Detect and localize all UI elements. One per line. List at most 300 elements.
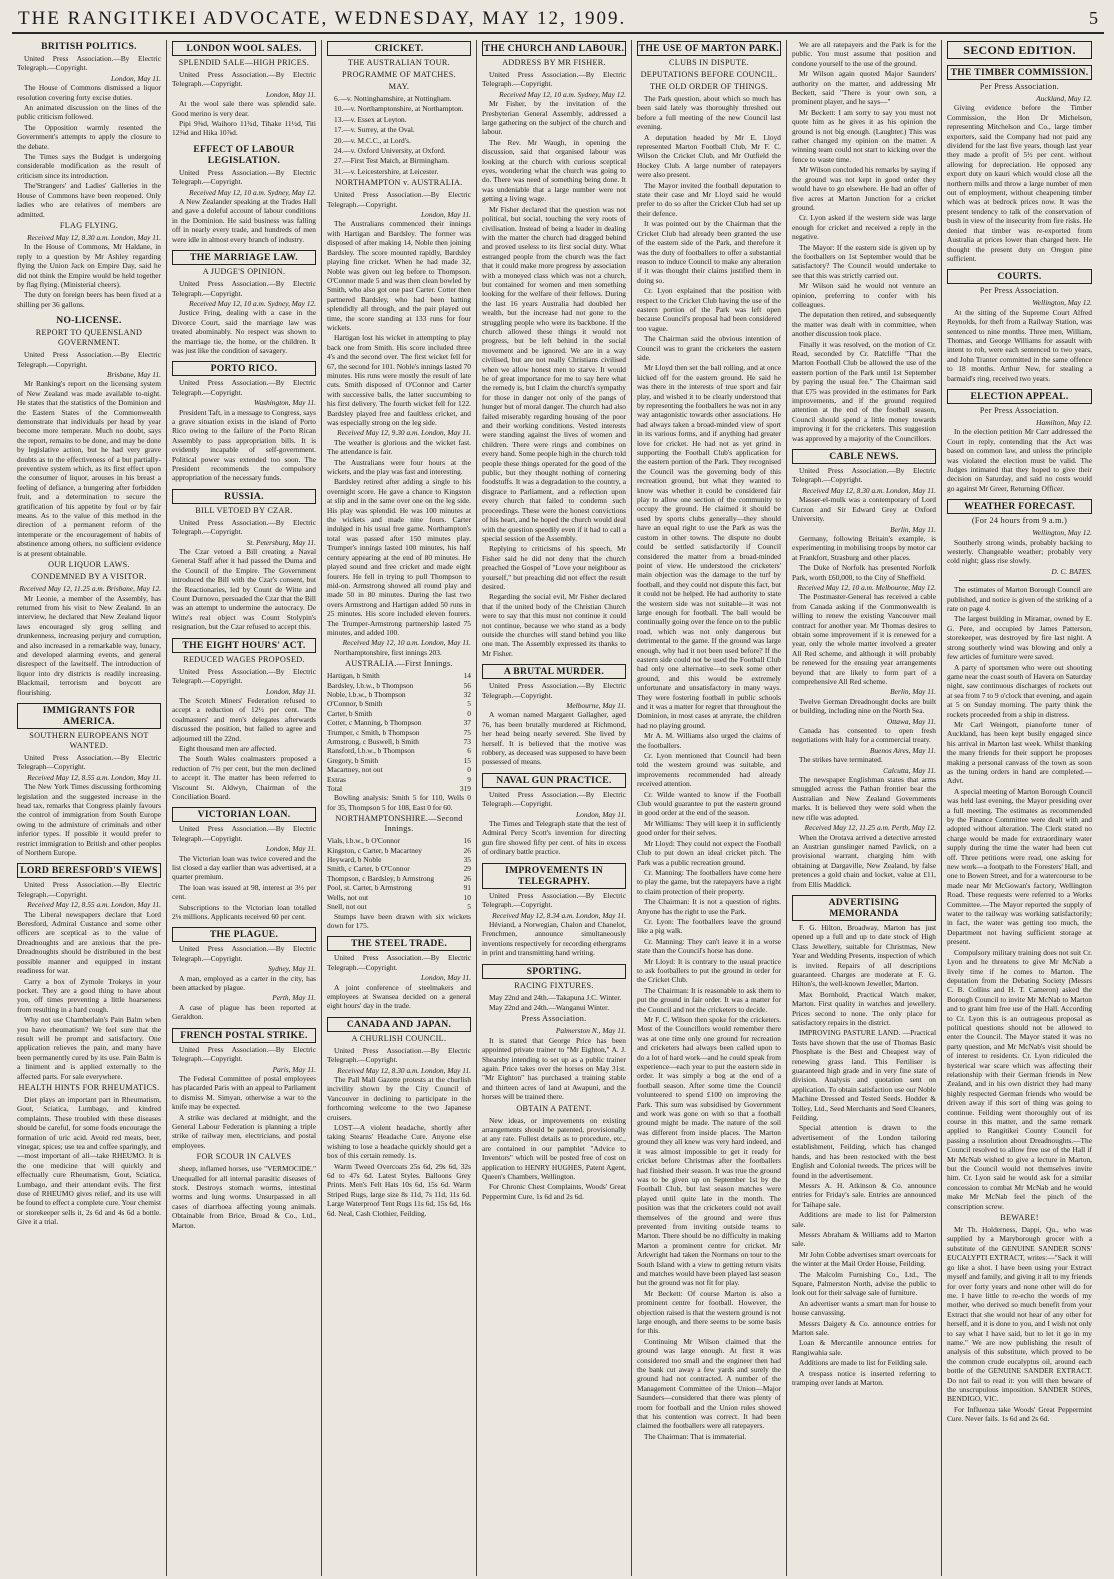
scorecard-row <box>327 836 471 845</box>
article-subheading: A JUDGE'S OPINION. <box>202 267 286 277</box>
batsman-name: Trumper, c Smith, b Thompson <box>327 727 420 737</box>
article-headline: SECOND EDITION. <box>947 41 1092 59</box>
article-paragraph: United Press Association.—By Electric Telegraph.—Copyright. <box>482 890 626 910</box>
article-paragraph: The New York Times discussing forthcoming legislation and the suggested increase in the head tax, remarks that Congress plainly favours the control of immigration from South Europe owing to the admixture of criminals and other inferior types. If possible it would prefer to restrict immigration to British and other peoples of Northern Europe. <box>17 782 161 858</box>
article-paragraph: The Duke of Norfolk has presented Norfolk Park, worth £60,000, to the City of Sheffield. <box>792 563 936 582</box>
scorecard-row <box>327 864 471 873</box>
article-headline: THE MARRIAGE LAW. <box>172 250 316 265</box>
article-paragraph: We are all ratepayers and the Park is for the public. You must assume that position and condone yourself to the use of the ground. <box>792 40 936 68</box>
article-paragraph: United Press Association.—By Electric Telegraph.—Copyright. <box>172 944 316 963</box>
runs-value: 15 <box>463 755 471 765</box>
article-paragraph: Additions are made to list for Palmerston sale. <box>792 1210 936 1229</box>
column-3 <box>322 40 477 1576</box>
dateline: Received May 12, 10 a.m. London, May 11. <box>342 638 471 648</box>
runs-value: 0 <box>467 765 471 775</box>
article-paragraph: A strike was declared at midnight, and the General Labour Federation is planning a triple strike of railway men, electricians, and postal employees. <box>172 1112 316 1150</box>
article-headline: IMMIGRANTS FOR AMERICA. <box>17 703 161 729</box>
article-paragraph: The weather is glorious and the wicket fast. The attendance is fair. <box>327 437 471 457</box>
article-headline: A BRUTAL MURDER. <box>482 664 626 679</box>
article-subheading: REPORT TO QUEENSLAND GOVERNMENT. <box>35 328 143 348</box>
article-subheading: PROGRAMME OF MATCHES. <box>342 70 456 79</box>
article-paragraph: Cr. Manning: The footballers have come here to play the game, but the ratepayers have a right to claim protection of their property. <box>637 867 781 896</box>
article-paragraph: The Times and Telegraph state that the test of Admiral Percy Scott's invention for directing gun fire showed fifty per cent. of hits in excess of ordinary battle practice. <box>482 819 626 857</box>
dateline: St. Petersburg, May 11. <box>246 537 316 547</box>
article-subheading: ADDRESS BY MR FISHER. <box>502 58 606 67</box>
article-paragraph: Finally it was resolved, on the motion of Cr. Read, seconded by Cr. Ratcliffe "That the Marton Football Club be allowed the use of the eastern portion of the Park until 1st September by paying the usual fee." The Chairman said that £75 was provided in the estimates for Park improvements, and if the ground required attention at the end of the football season, Council should spend a little money towards improving it for the cricketers. This suggestion was approved by a majority of the Councillors. <box>792 339 936 443</box>
article-paragraph: Mr Leonie, a member of the Assembly, has returned from his visit to New Zealand. In an interview, he declared that New Zealand liquor laws encouraged sly grog selling and drunkenness, increasing perjury and corruption, and also increased in a remarkable way, lunacy, and developed alarming events, and general disrespect of the lawitself. The introduction of liquor into dry districts is readily increasing. Blackmail, terrorism and boycott are flourishing. <box>17 593 161 697</box>
article-paragraph: Loan & Mercantile announce entries for Rangiwahia sale. <box>792 1338 936 1357</box>
dateline: Paris, May 11. <box>272 1064 316 1074</box>
article-paragraph: The newspaper Englishman states that arms smuggled across the Pathan frontier bear the Australian and New Zealand Governments marks. It is believed they were sold when the new rifle was adopted. <box>792 775 936 822</box>
article-paragraph: Why not use Chamberlain's Pain Balm when you have rheumatism? We feel sure that the result will be prompt and satisfactory. One application relieves the pain, and many have been permanently cured by its use. Pain Balm is a liniment and is applied externally to the affected parts. For sale everywhere. <box>17 1015 161 1081</box>
batsman-name: Armstrong, c Buswell, b Smith <box>327 737 419 746</box>
article-paragraph: Warm Tweed Overcoats 25s 6d, 29s 6d, 32s 6d to 47s 6d. Latest Styles. Balloons Grey Prints. Men's Felt Hats 10s 6d, 15s 6d. Warm Striped Rugs, large size 8s 11d, 7s 11d, 11s 6d. Large Waterproof Tent Rugs 11s 6d, 15s 6d, 16s 6d. Neal, Cash Clothier, Feilding. <box>327 1161 471 1218</box>
article-paragraph: Mr Ranking's report on the licensing system of New Zealand was made available to-night. He states that the statistics of the Dominion and the Eastern States of the Commonwealth demonstrate that individuals per head by year become more temperate. Much no doubt, says the report, remains to be done, and may be done by legislative action, but he had very grave doubts as to the effectiveness of a but partially-preventive system which, as its first effect upon the consumer of liquor, arouses in his breast a feeling of defiance, a hungering after forbidden fruit, and a determination to secure the gratification of his appetite by foul or by fair means. As to the value of this method in the direction of a permanent reform of the intemperate or the encouragement of habits of abstinence among others, no sufficient evidence is at present obtainable. <box>17 379 161 558</box>
scorecard-row <box>327 756 471 765</box>
dateline: London, May 11. <box>266 89 316 99</box>
batsman-name: Noble, l.b.w., b Thompson <box>327 689 406 699</box>
article-paragraph: The Australians were four hours at the wickets, and the play was fast and interesting. <box>327 457 471 477</box>
batsman-name: Smith, c Carter, b O'Connor <box>327 864 410 874</box>
article-paragraph: The Chairman: That is immaterial. <box>644 1431 747 1441</box>
article-paragraph: United Press Association.—By Electric Telegraph.—Copyright. <box>17 54 161 73</box>
runs-value: 37 <box>463 718 471 728</box>
dateline: Received May 12, 8.55 a.m. London, May 11. <box>27 772 161 782</box>
article-paragraph: 6.—v. Nottinghamshire, at Nottingham. <box>334 94 452 103</box>
runs-value: 91 <box>463 883 471 893</box>
article-paragraph: IMPROVING PASTURE LAND. —Practical Tests have shown that the use of Thomas Basic Phosphate is the Best and Cheapest way of renewing grass land. This Fertiliser is guaranteed high grade and in very fine state of division. Analysis and quotation sent on application. To obtain satisfaction use our Noble Machine Dressed and Tested Seeds. Hodder & Tolley, Ltd., Seed Merchants and Seed Cleaners, Feilding. <box>792 1028 936 1123</box>
article-paragraph: Regarding the social evil, Mr Fisher declared that if the united body of the Christian Church were to say that this must not continue it could not continue, because we who stand as a body outside the churches will stand behind you like one man. The Assembly expressed its thanks to Mr Fisher. <box>482 592 626 658</box>
batsman-name: Gregory, b Smith <box>327 755 379 765</box>
article-paragraph: Mr Lloyd: They could not expect the Football Club to put down an ideal cricket pitch. The Park was a public recreation ground. <box>637 838 781 867</box>
runs-value: 14 <box>463 671 471 681</box>
article-headline: CANADA AND JAPAN. <box>327 1017 471 1032</box>
article-paragraph: Mr Fisher, by the invitation of the Presbyterian General Assembly, addressed a large gathering on the subject of the church and labour. <box>482 99 626 137</box>
batsman-name: Bardsley, l.b.w., b Thompson <box>327 680 414 690</box>
article-paragraph: It was pointed out by the Chairman that the Cricket Club had already been granted the use of the eastern side of the Park, and therefore it was the duty of footballers to offer a substantial reason to induce Council to make any alteration if it was thought their claims justified them in doing so. <box>637 219 781 285</box>
columns <box>12 40 1104 1576</box>
article-paragraph: A case of plague has been reported at Geraldton. <box>172 1002 316 1022</box>
article-paragraph: For Chronic Chest Complaints, Woods' Great Peppermint Cure, 1s 6d and 2s 6d. <box>482 1182 626 1201</box>
article-paragraph: Masser-el-mulk was a contemporary of Lord Curzon and Sir Edward Grey at Oxford University. <box>792 495 936 524</box>
scorecard-row <box>327 690 471 699</box>
article-paragraph: The duty on foreign beers has been fixed at a shilling per 36 gallons. <box>17 290 161 309</box>
runs-value: 75 <box>463 727 471 737</box>
article-paragraph: The Liberal newspapers declare that Lord Beresford, Admiral Custance and some other officers are sceptical as to the value of Dreadnoughts and are anxious that the pre-Dreadnoughts should be distributed in the best possible manner and equipped in instant readiness for war. <box>17 909 161 976</box>
article-paragraph: The Park question, about which so much has been said lately was thoroughly threshed out before a full meeting of the new Council last evening. <box>637 94 781 132</box>
runs-value: 26 <box>463 845 471 855</box>
batsman-name: Vials, l.b.w., b O'Connor <box>327 836 401 846</box>
article-subheading: AUSTRALIA.—First Innings. <box>345 659 453 669</box>
scorecard-row <box>327 846 471 855</box>
dateline: Berlin, May 11. <box>890 687 936 697</box>
article-paragraph: A New Zealander speaking at the Trades Hall and gave a doleful account of labour conditions in the Dominion. He said business was falling off in nearly every trade, and hundreds of men were idle in almost every branch of industry. <box>172 197 316 244</box>
column-4 <box>477 40 632 1576</box>
scorecard-row <box>327 784 471 793</box>
article-subheading: SOUTHERN EUROPEANS NOT WANTED. <box>29 730 149 750</box>
article-subheading: Press Association. <box>521 1014 587 1024</box>
article-paragraph: The Opposition warmly resented the Government's attempts to apply the closure to the debate. <box>17 122 161 151</box>
dateline: Wellington, May 12. <box>1032 528 1092 538</box>
article-paragraph: 31.—v. Leicestershire, at Leicester. <box>334 166 439 176</box>
masthead-title: THE RANGITIKEI ADVOCATE, WEDNESDAY, MAY 12, 1909. <box>18 7 627 29</box>
article-paragraph: New ideas, or improvements on existing arrangements should be patented, provisionally at any rate. Fullest details as to procedure, etc., are contained in our pamphlet "Advice to Inventors" which will be posted free of cost on application to HENRY HUGHES, Patent Agent, Queen's Chambers, Wellington. <box>482 1115 626 1182</box>
article-subheading: OBTAIN A PATENT. <box>516 1103 592 1113</box>
dateline: Melbourne, May 11. <box>566 701 626 710</box>
article-paragraph: At the wool sale there was splendid sale. Good merino is very dear. <box>172 99 316 118</box>
article-paragraph: The'Strangers' and Ladies' Galleries in the House of Commons have been reopened. Only ladies who are relatives of members are admitted. <box>17 181 161 219</box>
article-paragraph: 13.—v. Essex at Leyton. <box>334 114 407 124</box>
article-headline: THE EIGHT HOURS' ACT. <box>172 638 316 653</box>
article-headline: NO-LICENSE. <box>56 315 122 327</box>
article-paragraph: The Mayor: If the eastern side is given up by the footballers on 1st September would that be satisfactory? The Council would undertake to see that this was strictly carried out. <box>792 242 936 280</box>
column-7 <box>942 40 1097 1576</box>
article-subheading: Per Press Association. <box>979 82 1060 91</box>
runs-value: 35 <box>463 855 471 865</box>
dateline: London, May 11. <box>266 844 316 854</box>
article-paragraph: It is stated that George Price has been appointed private trainer to "Mr Eighton," A. J. Shearsby intending to set up as a public trainer again. Price takes over the horses on May 31st. "Mr Eighton" has purchased a training stable and thirteen acres of land at Awapuni, and the horses will be trained there. <box>482 1035 626 1102</box>
runs-value: 32 <box>463 689 471 699</box>
column-5 <box>632 40 787 1576</box>
scorecard-row <box>327 883 471 892</box>
dateline: Hamilton, May 12. <box>1036 417 1092 427</box>
dateline: Washington, May 11. <box>254 398 316 408</box>
article-paragraph: Canada has consented to open fresh negotiations with Italy for a commercial treaty. <box>792 726 936 745</box>
scorecard-row <box>327 709 471 718</box>
article-headline: SPORTING. <box>482 964 626 979</box>
article-paragraph: The Times says the Budget is undergoing considerable modification as the result of criticism since its introduction. <box>17 152 161 180</box>
article-paragraph: An animated discussion on the lines of the public criticism followed. <box>17 103 161 122</box>
article-paragraph: The South Wales coalmasters proposed a reduction of 7½ per cent, but the men declined to accept it. The matter has been referred to Viscount St. Aldwyn, Chairman of the Conciliation Board. <box>172 754 316 801</box>
article-paragraph: May 22nd and 24th.—Takapuna J.C. Winter. <box>489 992 622 1002</box>
article-subheading: THE OLD ORDER OF THINGS. <box>649 82 769 91</box>
article-paragraph: Mr Williams: They will keep it in sufficiently good order for their selves. <box>637 818 781 838</box>
article-paragraph: Mr Th. Holderness, Dappi, Qu., who was supplied by a Maryborough grocer with a substitute of the GENUINE SANDER SONS' EUCALYPTI EXTRACT, writes:—"Sack it will go like a shot. I have been using your Extract myself and family, and giving it all to my friends for over forty years and none other will do for me. I have little to re-echo the words of my mother, who derived so much benefit from your Extract that she would not hear of any other for herself, and it is done to you, and I wish not only to say what I have said, but to let it go in my name." We are now publishing the result of analysis of this substitute, which proved to be the common crude eucalyptus oil, around each bottle of the GENUINE SANDER EXTRACT. Do not fail to read it: you will then beware of the unscrupulous imposition. SANDER SONS, BENDIGO, VIC. <box>947 1225 1092 1404</box>
article-headline: VICTORIAN LOAN. <box>172 807 316 822</box>
article-headline: FRENCH POSTAL STRIKE. <box>172 1028 316 1043</box>
article-headline: EFFECT OF LABOUR LEGISLATION. <box>193 143 295 166</box>
article-paragraph: The Chairman: It is reasonable to ask them to put the ground in fair order. It was a matter for the Council and not the cricketers to decide. <box>637 985 781 1014</box>
article-paragraph: Messrs A. H. Atkinson & Co. announce entries for Friday's sale. Entries are announced for Taihape sale. <box>792 1180 936 1209</box>
article-paragraph: Twelve German Dreadnought docks are built or building, including nine on the North Sea. <box>792 696 936 716</box>
article-paragraph: United Press Association.—By Electric Telegraph.—Copyright. <box>172 167 316 187</box>
article-paragraph: United Press Association.—By Electric Telegraph.—Copyright. <box>327 190 471 209</box>
article-paragraph: 24.—v. Oxford University, at Oxford. <box>334 146 446 156</box>
article-paragraph: Mr Wilson concluded his remarks by saying if the ground was not kept in good order they would have to go elsewhere. He had an offer of five acres at Marton Junction for a cricket ground. <box>792 165 936 212</box>
scorecard-row <box>327 775 471 784</box>
runs-value: 6 <box>467 746 471 756</box>
article-paragraph: A trespass notice is inserted referring to tramping over lands at Marton. <box>792 1368 936 1388</box>
article-paragraph: United Press Association.—By Electric Telegraph.—Copyright. <box>482 681 626 700</box>
article-headline: THE CHURCH AND LABOUR. <box>483 43 625 54</box>
article-paragraph: Stumps have been drawn with six wickets down for 175. <box>327 911 471 930</box>
article-subheading: NORTHAMPTONSHIRE.—Second Innings. <box>335 814 463 834</box>
article-paragraph: 10.—v. Northamptonshire, at Northampton. <box>334 104 464 114</box>
batsman-name: Cotter, c Manning, b Thompson <box>327 718 422 728</box>
scorecard-row <box>327 893 471 902</box>
batsman-name: Snell, not out <box>327 902 367 912</box>
batsman-name: Pool, st. Carter, b Armstrong <box>327 883 412 893</box>
runs-value: 5 <box>467 902 471 912</box>
dateline: Received May 12, 8.30 a.m. London, May 11. <box>27 232 161 242</box>
dateline: Received May 12, 10 a.m. Melbourne, May 12. <box>797 582 936 592</box>
batsman-name: Heyward, b Noble <box>327 855 382 865</box>
article-paragraph: United Press Association.—By Electric Telegraph.—Copyright. <box>172 378 316 397</box>
article-paragraph: Southerly strong winds, probably backing to westerly. Changeable weather; probably very cold night; glass rise slowly. <box>947 537 1092 566</box>
dateline: London, May 11. <box>111 73 161 83</box>
article-paragraph: Mr Lloyd: It is contrary to the usual practice to ask footballers to put the ground in order for the Cricket Club. <box>637 956 781 985</box>
article-paragraph: LOST—A violent headache, shortly after taking Stearns' Headache Cure. Anyone else wishing to lose a headache quickly should get a box of this certain remedy. 1s. <box>327 1123 471 1161</box>
article-paragraph: Mr Beckett: Of course Marton is also a prominent centre for football. However, the objection raised is that the western ground is not large enough, and there seems to be some basis for this. <box>637 1288 781 1336</box>
article-paragraph: Eight thousand men are affected. <box>179 743 277 753</box>
article-paragraph: Messrs Abraham & Williams add to Marton sale. <box>792 1229 936 1249</box>
dateline: D. C. BATES. <box>1051 566 1092 576</box>
column-6 <box>787 40 942 1576</box>
article-paragraph: Cr. Wilde wanted to know if the Football Club would guarantee to put the eastern ground in good order at the end of the season. <box>637 789 781 818</box>
article-paragraph: Giving evidence before the Timber Commission, the Hon Dr Michelson, representing Mitchelson and Co., large timber exporters, said the Company had not paid any dividend for the last five years, though last year they made a profit of 5½ per cent. without allowing for depreciation. He opposed any export duty on kauri which would close all the northern mills and throw a large number of men out of employment, without cheapening timber which was at bedrock prices now. It was the present tendency to talk of the conservation of bush in view of the insecurity from fire risks. He denied that timber was re-exported from Australia at prices lower than charged here. He thought the present duty on Oregon pine sufficient. <box>947 103 1092 263</box>
scorecard-row <box>327 718 471 727</box>
article-paragraph: Subscriptions to the Victorian loan totalled 2⅛ millions. Applicants received 60 per cent. <box>172 902 316 922</box>
column-divider <box>959 580 1080 581</box>
article-paragraph: Max Bornhold, Practical Watch maker, Marton. First quality in watches and jewellery. Prices second to none. The only place for satisfactory repairs in the district. <box>792 989 936 1027</box>
article-paragraph: Special attention is drawn to the advertisement of the London tailoring establishment, Feilding, which has changed hands, and has been restocked with the best English and Colonial tweeds. The prices will be found in the advertisement. <box>792 1123 936 1180</box>
article-paragraph: United Press Association.—By Electric Telegraph.—Copyright. <box>792 466 936 485</box>
article-subheading: CONDEMNED BY A VISITOR. <box>31 572 147 582</box>
article-subheading: BEWARE! <box>1000 1213 1039 1223</box>
runs-value: 10 <box>463 892 471 902</box>
article-paragraph: Cr. Lyon asked if the western side was large enough for cricket and received a reply in the negative. <box>792 213 936 242</box>
article-paragraph: Justice Fring, dealing with a case in the Divorce Court, said the marriage law was treated abominably. No respect was shown to the marriage tie, the home, or the children. It was just like the condition of savagery. <box>172 308 316 355</box>
article-paragraph: The strikes have terminated. <box>799 755 883 765</box>
article-paragraph: United Press Association.—By Electric Telegraph.—Copyright. <box>172 824 316 843</box>
article-paragraph: Replying to criticisms of his speech, Mr Fisher said he did not deny that the church preached the Gospel of "Love your neighbour as yourself," but preaching did not effect the result desired. <box>482 544 626 591</box>
article-paragraph: The largest building in Miramar, owned by E. G. Pere, and occupied by James Patterson, storekeeper, was destroyed by fire last night. A strong southerly wind was blowing and only a few articles of furniture were saved. <box>947 614 1092 662</box>
article-paragraph: May 22nd and 24th.—Wanganui Winter. <box>489 1002 610 1012</box>
dateline: Calcutta, May 11. <box>883 765 936 775</box>
scorecard-row <box>327 765 471 774</box>
article-paragraph: Mr A. M. Williams also urged the claims of the footballers. <box>637 731 781 750</box>
article-paragraph: United Press Association.—By Electric Telegraph.—Copyright. <box>17 350 161 369</box>
dateline: Received May 12, 8.55 a.m. London, May 11. <box>27 900 161 910</box>
article-subheading: Per Press Association. <box>979 286 1060 296</box>
article-headline: PORTO RICO. <box>172 361 316 376</box>
article-paragraph: Pipi 9⅜d, Waihoro 11¾d, Tihake 11½d, Titi 12⅜d and Hika 10⅞d. <box>172 119 316 138</box>
article-subheading: DEPUTATIONS BEFORE COUNCIL. <box>640 70 778 79</box>
scorecard-row <box>327 874 471 883</box>
dateline: Received May 12, 8.30 a.m. London, May 11. <box>802 485 936 495</box>
scorecard-row <box>327 699 471 708</box>
batsman-name: Macartney, not out <box>327 765 383 775</box>
dateline: London, May 11. <box>266 686 316 696</box>
article-paragraph: Mr Wilson again quoted Major Saunders' authority on the matter, and addressing Mr Beckett, said "There is your own son, a prominent player, and he says—" <box>792 69 936 107</box>
scorecard-row <box>327 902 471 911</box>
article-paragraph: United Press Association.—By Electric Telegraph.—Copyright. <box>482 70 626 89</box>
dateline: Received May 12, 11.25 a.m. Brisbane, May 12. <box>19 584 161 594</box>
runs-value: 16 <box>463 836 471 846</box>
article-paragraph: United Press Association.—By Electric Telegraph.—Copyright. <box>327 1045 471 1065</box>
article-paragraph: Diet plays an important part in Rheumatism, Gout, Sciatica, Lumbago, and kindred complaints. These troubled with these diseases should be careful, for some foods encourage the formation of uric acid. Avoid red meats, beer, vinegar, spices; use tea and coffee sparingly, and—most important of all—take RHEUMO. It is the one medicine that will quickly and effectually cure Rheumatism, Gout, Sciatica, Lumbago, and their attendant evils. The first dose of RHEUMO gives relief, and its use will be found to effect a complete cure. Your chemist or storekeeper sells it, 2s 6d and 4s 6d a bottle. Give it a trial. <box>17 1094 161 1227</box>
article-headline: BRITISH POLITICS. <box>41 41 137 52</box>
runs-value: 9 <box>467 774 471 784</box>
article-paragraph: Cr. Lyon: The footballers leave the ground like a pig walk. <box>637 916 781 936</box>
dateline: Sydney, May 11. <box>268 964 316 974</box>
article-paragraph: 20.—v. M.C.C., at Lord's. <box>334 135 411 145</box>
dateline: Received May 12, 8.30 a.m. London, May 11. <box>337 1065 471 1075</box>
article-subheading: THE AUSTRALIAN TOUR. <box>348 58 450 67</box>
scorecard-row <box>327 737 471 746</box>
article-subheading: Per Press Association. <box>979 405 1060 415</box>
article-paragraph: United Press Association.—By Electric Telegraph—Copyright. <box>17 752 161 772</box>
article-paragraph: The Rev. Mr Waugh, in opening the discussion, said that organised labour was looking at the church with curious sceptical eyes, wondering what the church was going to do. There was need of something being done. It was undeniable that a large number were not getting a living wage. <box>482 137 626 204</box>
article-subheading: REDUCED WAGES PROPOSED. <box>183 654 305 664</box>
article-paragraph: Mr Carl Weingott, pianoforte tuner of Auckland, has been kept busily engaged since his arrival in Marton last week. Whilst thanking the many friends for their support he proposes making a personal canvass of the town as soon as the tuning orders in hand are completed.—Advt. <box>947 719 1092 786</box>
dateline: Auckland, May 12. <box>1036 94 1092 103</box>
article-paragraph: Compulsory military training does not suit Cr. Lyon and he threatens to give Mr McNab a lively time if he comes to Marton. The deputation from the Debating Society (Messrs C. B. Collins and H. T. Cameron) asked the Borough Council to invite Mr McNab to Marton and to grant him free use of the Hall. According to Cr. Lyon this is an outrageous proposal as political questions should not be allowed to enter the Council. The Mayor stated it was no party question, and Mr McNab's visit should be of interest to residents. Cr. Lyon ridiculed the hysterical war scare which was affecting their relationship with their German friends in New Zealand, and in his own district they had many highly respected German friends who would be driven away if this sort of thing was going to continue. Feilding went thoroughly out of its course in this matter, and the same remark applied to Rangitikei County Council for passing a resolution about Dreadnoughts.—The Council resolved to allow free use of the Hall if Mr McNab wished to give a lecture in Marton, but the Council would not themselves invite him. Cr. Lyon said he would ask for a similar concession to combat Mr McNab and he would make Mr McNab feel the pinch of the conscription screw. <box>947 947 1092 1211</box>
article-paragraph: Cr. Manning: They can't leave it in a worse state than the Council's horse has done. <box>637 936 781 956</box>
article-paragraph: The Chairman: It is not a question of rights. Anyone has the right to use the Park. <box>637 897 781 916</box>
article-headline: RUSSIA. <box>172 489 316 504</box>
dateline: Received May 12, 10 a.m. Sydney, May 12. <box>189 298 316 308</box>
article-headline: LORD BERESFORD'S VIEWS <box>17 863 161 878</box>
batsman-name: Thompson, c Bardsley, b Armstrong <box>327 873 435 883</box>
article-paragraph: United Press Association.—By Electric Telegraph.—Copyright. <box>17 880 161 899</box>
article-headline: WEATHER FORECAST. <box>947 499 1092 514</box>
dateline: London, May 11. <box>421 210 471 220</box>
dateline: Wellington, May 12. <box>1032 298 1092 308</box>
runs-value: 56 <box>463 680 471 690</box>
article-headline: COURTS. <box>947 269 1092 284</box>
article-subheading: CLUBS IN DISPUTE. <box>669 58 749 67</box>
article-paragraph: Cr. Lyon explained that the position with respect to the Cricket Club having the use of the eastern portion of the Park was left open because Council's proposal had been considered too vague. <box>637 286 781 333</box>
article-paragraph: A special meeting of Marton Borough Council was held last evening, the Mayor presiding over a full meeting. The estimates as recommended by the Finance Committee were dealt with and adopted without alteration. The Clerk stated no charge would be made for extraordinary water supply during the time the water had been cut off. Three petitions were read, one asking for new work—a footpath to the Foresters' Hall, and one to Bowen Street, and for a watercourse to be made near Mr McGowan's factory, Wellington Road. These requests were referred to a Works Committee.—The Mayor reported the supply of water to the railway was working satisfactorily; in fact, the water was getting too much, the Department not having sufficient storage at present. <box>947 786 1092 947</box>
dateline: Palmerston N., May 11. <box>555 1026 626 1036</box>
article-headline: LONDON WOOL SALES. <box>172 41 316 56</box>
runs-value: 26 <box>463 873 471 883</box>
article-paragraph: The deputation then retired, and subsequently the matter was dealt with in committee, when another discussion took place. <box>792 310 936 339</box>
dateline: Received May 12, 10 a.m. Sydney, May 12. <box>189 187 316 197</box>
batsman-name: Carter, b Smith <box>327 708 373 718</box>
article-subheading: SPLENDID SALE—HIGH PRICES. <box>178 58 310 67</box>
column-2 <box>167 40 322 1576</box>
article-paragraph: The Mayor invited the football deputation to state their case and Mr Lloyd said he would prefer to do so after the Cricket Club had set up their defence. <box>637 180 781 218</box>
batsman-name: Kingston, c Carter, b Macartney <box>327 845 422 855</box>
masthead <box>12 8 1104 34</box>
article-paragraph: A woman named Margaret Gallagher, aged 76, has been brutally murdered at Richmond, her head being nearly severed. She lived by herself. It is believed that the motive was robbery, as deceased was supposed to have been possessed of means. <box>482 710 626 767</box>
runs-value: 29 <box>463 864 471 874</box>
article-paragraph: The Federal Committee of postal employees has placarded Paris with an appeal to Parliament to dismiss M. Simyan, otherwise a war to the knife may be expected. <box>172 1073 316 1112</box>
article-paragraph: Mr John Cobbe advertises smart overcoats for the winter at the Mail Order House, Feilding. <box>792 1249 936 1269</box>
article-paragraph: Messrs Daigety & Co. announce entries for Marton sale. <box>792 1318 936 1337</box>
dateline: Buenos Aires, May 11. <box>869 745 936 755</box>
column-1 <box>12 40 167 1576</box>
article-subheading: A CHURLISH COUNCIL. <box>351 1033 447 1043</box>
article-subheading: OUR LIQUOR LAWS. <box>48 560 130 570</box>
article-paragraph: Cr. Lyon mentioned that Council had been told the western ground was suitable, and improvements recommended had already received attention. <box>637 751 781 789</box>
article-paragraph: An advertiser wants a smart man for house to house canvassing. <box>792 1298 936 1318</box>
article-paragraph: The Postmaster-General has received a cable from Canada asking if the Commonwealth is willing to renew the existing Vancouver mail contract for another year. Mr Thomas desires to obtain some improvement if it is renewed for a year, only the whole matter involved a greater All Red scheme, and although it will probably be renewed for the ensuing year arrangements beyond that are likely to form part of a comprehensive All Red scheme. <box>792 592 936 686</box>
article-paragraph: United Press Association.—By Electric Telegraph.—Copyright. <box>172 517 316 537</box>
article-paragraph: For Influenza take Woods' Great Peppermint Cure. Never fails. 1s 6d and 2s 6d. <box>947 1404 1092 1424</box>
page-number: 5 <box>1089 8 1098 28</box>
article-paragraph: The Pall Mall Gazette protests at the churlish incivility shown by the City Council of Vancouver in declining to participate in the forthcoming welcome to the two Japanese cruisers. <box>327 1074 471 1122</box>
article-subheading: HEALTH HINTS FOR RHEUMATICS. <box>18 1082 160 1092</box>
scorecard-row <box>327 681 471 690</box>
article-paragraph: When the Orotava arrived a detective arrested an Austrian gunslinger named Pavlick, on a provisional warrant, charging him with obtaining at Dargaville, New Zealand, by false pretences a gold chain and locket, value at £11, from Ellis Maddick. <box>792 832 936 889</box>
article-paragraph: The Czar vetoed a Bill creating a Naval General Staff after it had passed the Duma and the Council of the Empire. The Government introduced the Bill with the Czar's consent, but the Reactionaries, led by Count de Witte and Count Durnovo, persuaded the Czar that the Bill was an attempt to undermine the autocracy. De Witte's real object was Count Stolypin's resignation, but the Czar refused to accept this. <box>172 547 316 632</box>
article-paragraph: Mr Wilson said he would not venture an opinion, preferring to confer with his colleagues. <box>792 281 936 309</box>
article-subheading: FLAG FLYING. <box>59 220 119 230</box>
batsman-name: Ransford, l.b.w., b Thompson <box>327 746 415 756</box>
article-paragraph: United Press Association.—By Electric Telegraph.—Copyright. <box>172 666 316 686</box>
dateline: Received May 12, 10 a.m. Sydney, May 12. <box>499 89 626 99</box>
article-paragraph: Carry a box of Zymole Trokeys in your pocket. They are a good thing to have about you, off times preventing a little hoarseness from resulting in a hard cough. <box>17 976 161 1014</box>
batsman-name: Hartigan, b Smith <box>327 671 380 681</box>
article-paragraph: In the House of Commons, Mr Haldane, in reply to a question by Mr Ashley regarding flying the Union Jack on Empire Day, said he did not think the Empire would be held together by flag flying. (Ministerial cheers). <box>17 242 161 289</box>
article-paragraph: 27.—First Test Match, at Birmingham. <box>334 156 449 166</box>
article-paragraph: The Chairman said the obvious intention of Council was to grant the cricketers the eastern side. <box>637 334 781 362</box>
article-paragraph: Mr Beckett: I am sorry to say you must not quote him as he gives it as his opinion the ground is not big enough. (Laughter.) This was rather changed my opinion on the matter. A winning team could not start to kicking over the fence to waste time. <box>792 107 936 164</box>
article-paragraph: Hartigan lost his wicket in attempting to play back one from Smith. His score included three 4's and the second over. The first wicket fell for 67, the second for 101. Noble's innings lasted 70 minutes. His runs were mostly the result of late cuts. Smith disposed of O'Connor and Carter with successive balls, the latter succumbing to his first delivery. The fourth wicket fell for 122. Bardsley played free and faultless cricket, and was especially strong on the leg side. <box>327 333 471 427</box>
article-paragraph: Héviand, a Norwegian, Chalon and Chanelot, Frenchmen, announce simultaneously inventions respectively for recording ethergrams in print and transmitting hand writing. <box>482 919 626 958</box>
article-paragraph: Mr Fisher declared that the question was not political, but social, touching the very roots of civilisation. Instead of being a leader in dealing with the matter the church had dragged behind and proved useless to its first social duty. What estranged people from the church was the fact that it could make more progress by association with a moneyed class which was not a church, but contained for women and men something looking for the welfare of their fellows. During the last 16 years Australia had doubled her wealth, but the increase had not gone to the struggling people who were its backbone. If the church allowed these things it would not progress, but be left behind in the social movement and be ignored. We are in a way civilised, but are not really Christians civilised when we allow honest men to starve. It would be of great importance for me to say here what the remedy is, but I claim the church's sympathy for those in danger not only of the pangs of hunger but of moral danger. The church had also failed miserably regarding housing of the poor and their working conditions. Vested interests were standing against the lives of women and children. There were rings and combines on every hand. Some people high in the church told people these things operated for the good of the public, but they thought nothing of cornering foodstuffs. It was a degradation to the country, a disgrace to Parliament, and a reflection upon every church that failed to condemn such proceedings. These were the honest convictions of his heart, and he hoped the church would deal with the question speedily even if it had to call a special session of the Assembly. <box>482 204 626 543</box>
article-paragraph: The Scotch Miners' Federation refused to accept a reduction of 12½ per cent. The coalmasters' and men's delegates afterwards discussed the position, but failed to agree and adjourned till the 22nd. <box>172 695 316 743</box>
article-subheading: NORTHAMPTON v. AUSTRALIA. <box>335 178 463 188</box>
runs-value: 319 <box>459 784 471 794</box>
article-headline: CRICKET. <box>327 41 471 56</box>
dateline: Received May 12, 8.34 a.m. London, May 11. <box>492 910 626 920</box>
scorecard-row <box>327 671 471 680</box>
article-headline: ELECTION APPEAL. <box>947 389 1092 404</box>
article-paragraph: United Press Association.—By Electric Telegraph.—Copyright. <box>327 953 471 972</box>
article-subheading: FOR SCOUR IN CALVES <box>196 1152 292 1162</box>
article-headline: THE USE OF MARTON PARK. <box>638 43 780 54</box>
runs-value: 0 <box>467 708 471 718</box>
article-paragraph: Additions are made to list for Feilding sale. <box>799 1358 928 1368</box>
scorecard-row <box>327 746 471 755</box>
batsman-name: Total <box>327 784 343 794</box>
article-paragraph: A deputation headed by Mr E. Lloyd represented Marton Football Club, Mr F. C. Wilson the Cricket Club, and Mr Outfield the Hockey Club. A large number of ratepayers were also present. <box>637 132 781 180</box>
article-paragraph: United Press Association.—By Electric Telegraph.—Copyright. <box>172 1044 316 1064</box>
dateline: Ottawa, May 11. <box>886 716 936 726</box>
dateline: Berlin, May 11. <box>890 524 936 534</box>
dateline: Brisbane, May 11. <box>106 369 161 379</box>
article-paragraph: The Australians commenced their innings with Hartigan and Bardsley. The former was disposed of after making 14, Noble then joining Bardsley. The score mounted rapidly, Bardsley playing fine cricket. When he had made 32, Noble was given out leg before to Thompson. O'Connor made 5 and was then clean bowled by Smith, who also got one past Carter. Cotter then partnered Bardsley, who had been batting splendidly all through, and the pair played out time, the score standing at 133 runs for four wickets. <box>327 219 471 332</box>
article-paragraph: A joint conference of steelmakers and employees at Swansea decided on a general eight hours' day in the trade. <box>327 982 471 1011</box>
article-paragraph: F. G. Hilton, Broadway, Marton has just opened up a full and up to date stock of High Class Jewellery, suitable for Christmas, New Year and Wedding Presents, inspection of which is invited. Repairs of all descriptions guaranteed. Charges are moderate at F. G. Hilton's, the well-known Jeweller, Marton. <box>792 922 936 989</box>
article-paragraph: The House of Commons dismissed a liquor resolution covering forty excise duties. <box>17 83 161 102</box>
article-paragraph: Bowling analysis: Smith 5 for 110, Wells 0 for 35, Thompson 5 for 108, East 0 for 60. <box>327 793 471 812</box>
article-paragraph: President Taft, in a message to Congress, says a grave situation exists in the island of Porto Rico owing to the failure of the Porto Rican Assembly to pass appropriation bills. It is evidently incapable of self-government. Political power was extended too soon. The President recommends the compulsory appropriation of the necessary funds. <box>172 407 316 483</box>
article-paragraph: A party of sportsmen who were out shooting game near the coast south of Havera on Saturday night, saw continuous discharges of rockets out at sea from 7 to 9 o'clock that evening, and again at 5 on Sunday morning. The party think the rockets proceeded from a ship in distress. <box>947 662 1092 719</box>
runs-value: 5 <box>467 699 471 709</box>
article-paragraph: The estimates of Marton Borough Council are published, and notice is given of the striking of a rate on page 4. <box>947 585 1092 614</box>
article-headline: THE STEEL TRADE. <box>327 936 471 951</box>
article-paragraph: United Press Association.—By Electric Telegraph.—Copyright. <box>172 279 316 298</box>
article-subheading: (For 24 hours from 9 a.m.) <box>971 516 1068 526</box>
article-paragraph: United Press Association.—By Electric Telegraph.—Copyright. <box>172 70 316 89</box>
article-paragraph: Germany, following Britain's example, is experimenting in mobilising troops by motor car at Frankfort, Strasburg and other places. <box>792 533 936 562</box>
article-paragraph: United Press Association.—By Electric Telegraph.—Copyright. <box>482 789 626 809</box>
scorecard-table <box>327 671 471 793</box>
article-paragraph: Continuing Mr Wilson claimed that the ground was large enough. At first it was considered too small and the engineer then had the bank cut away a few yards and surely the ground had not contracted. A number of the Management Committee of the Union—Major Saunders—considered that there was plenty of room for football and the Union rules showed that his contention was correct. It had been claimed the footballers were all ratepayers. <box>637 1336 781 1431</box>
dateline: London, May 11. <box>576 809 626 819</box>
article-subheading: MAY. <box>388 82 410 91</box>
article-paragraph: Northamptonshire, first innings 203. <box>334 647 442 657</box>
dateline: London, May 11. <box>421 973 471 983</box>
article-headline: IMPROVEMENTS IN TELEGRAPHY. <box>482 863 626 889</box>
batsman-name: Extras <box>327 774 346 784</box>
article-subheading: RACING FIXTURES. <box>514 980 594 990</box>
